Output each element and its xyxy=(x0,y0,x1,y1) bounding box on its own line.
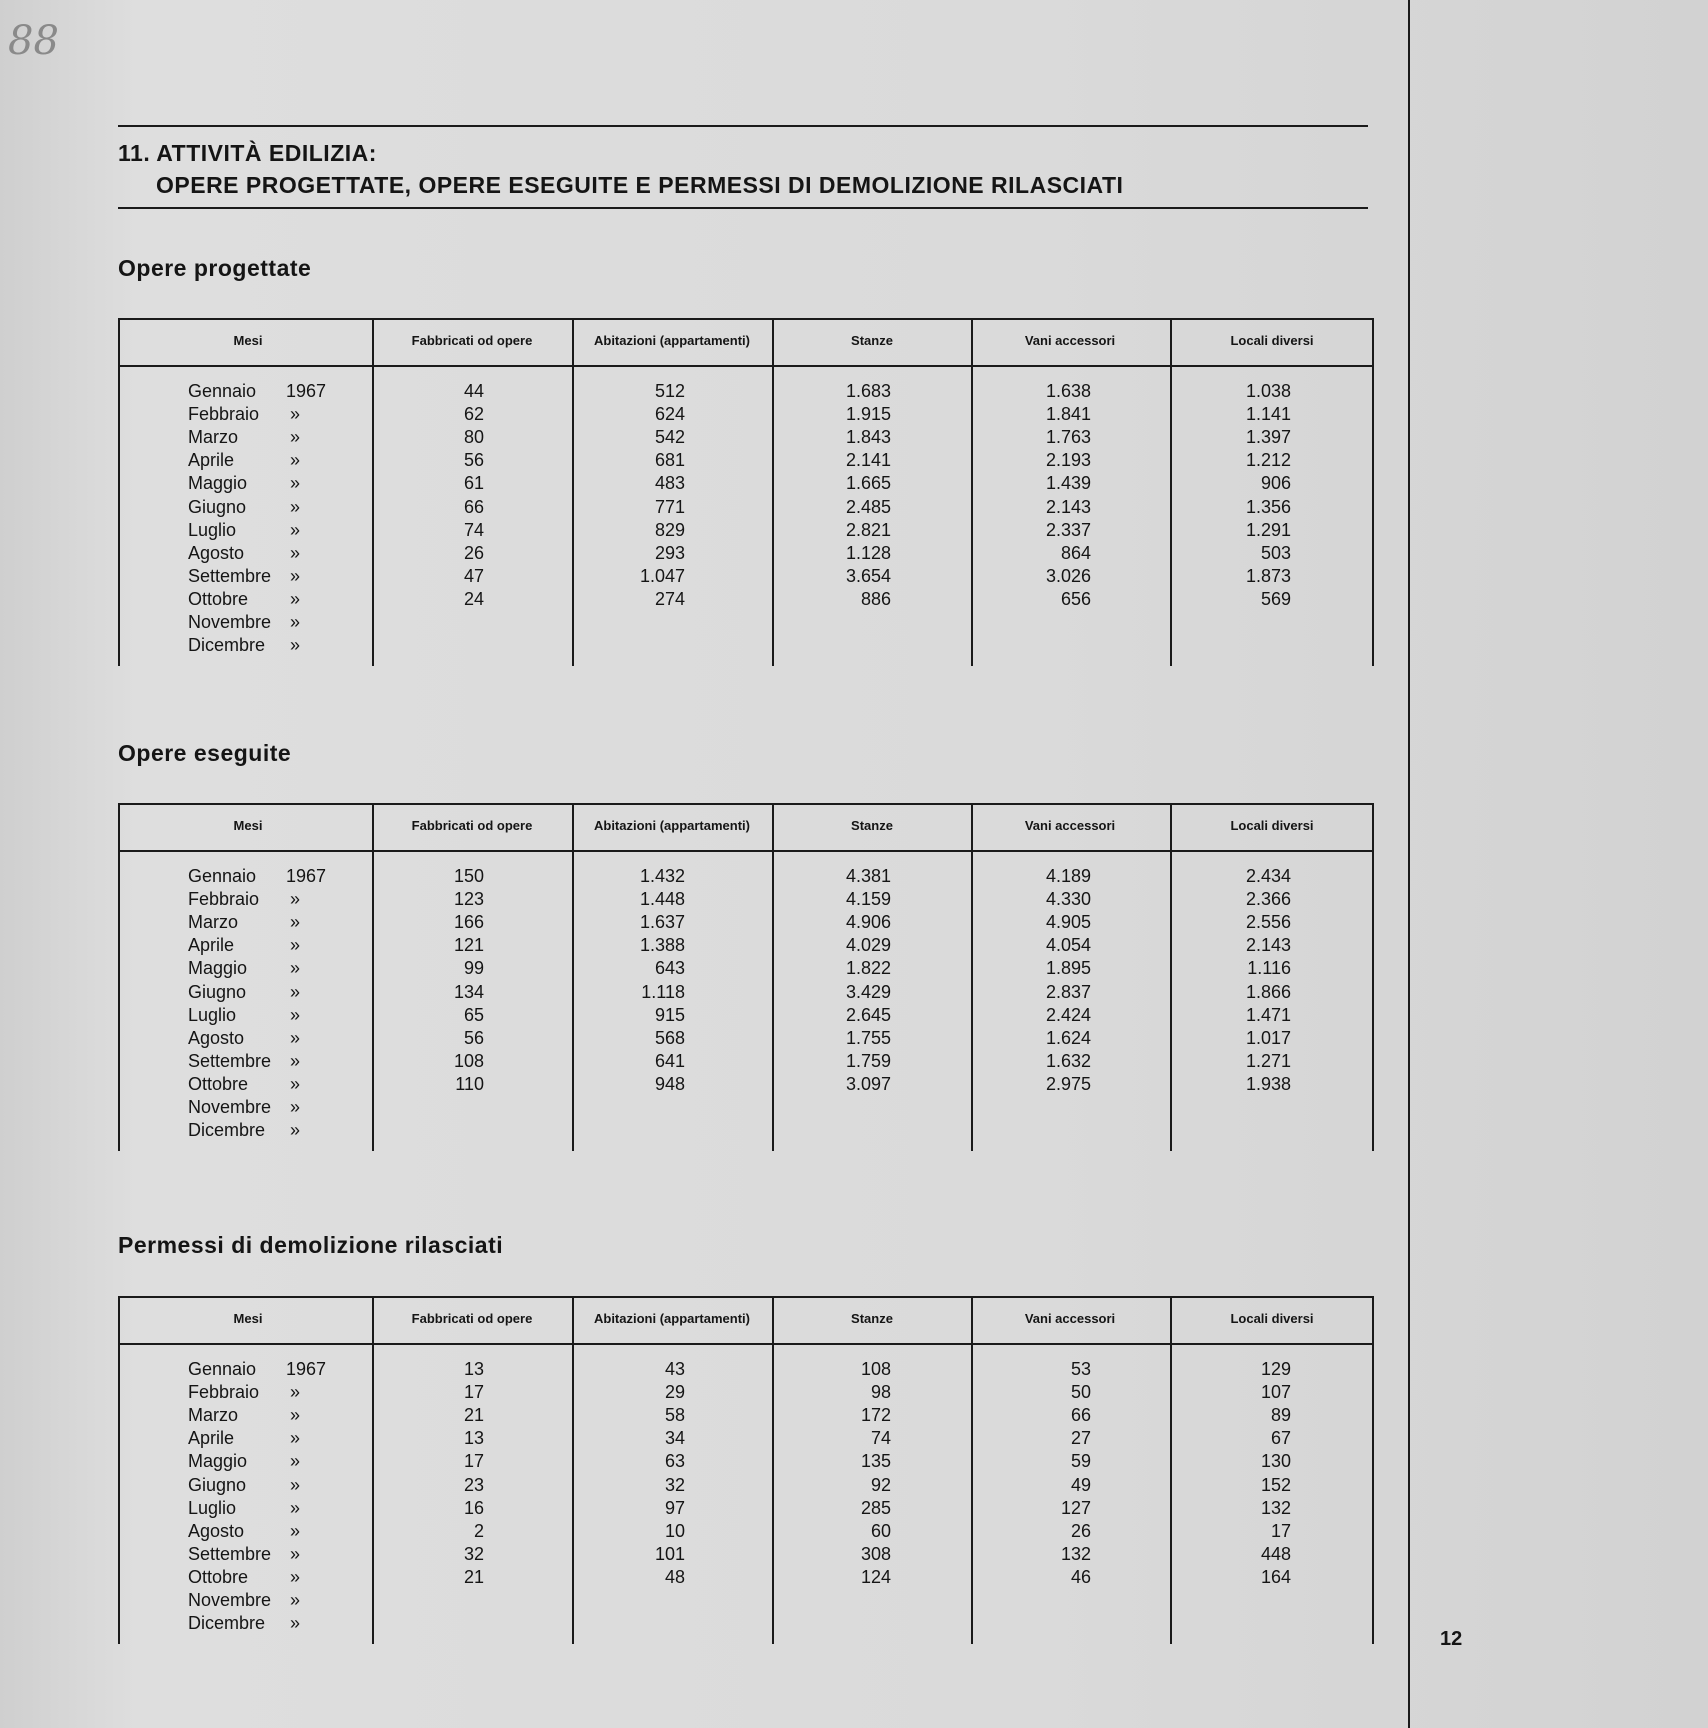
ditto-mark: » xyxy=(290,473,301,494)
column-header: Stanze xyxy=(851,333,893,348)
table-row xyxy=(118,1498,1374,1521)
value-locali-diversi: 1.471 xyxy=(1245,1004,1291,1025)
value-abitazioni: 10 xyxy=(664,1520,685,1541)
value-vani-accessori: 1.895 xyxy=(1045,958,1091,979)
ditto-mark: » xyxy=(290,1097,301,1117)
ditto-mark: » xyxy=(290,1566,301,1587)
value-vani-accessori: 4.054 xyxy=(1045,935,1091,956)
ditto-mark: » xyxy=(290,1428,301,1449)
column-header: Vani accessori xyxy=(1024,818,1116,833)
year-label: 1967 xyxy=(286,1359,327,1379)
value-vani-accessori: 2.143 xyxy=(1045,496,1091,517)
value-vani-accessori: 1.439 xyxy=(1045,473,1091,494)
table-row xyxy=(118,1451,1374,1474)
table-top-rule xyxy=(118,318,1374,320)
value-locali-diversi: 1.141 xyxy=(1245,404,1291,425)
value-abitazioni: 48 xyxy=(664,1566,685,1587)
ditto-mark: » xyxy=(290,1405,301,1426)
value-vani-accessori: 66 xyxy=(1070,1405,1091,1426)
month-label: Gennaio xyxy=(188,866,257,886)
value-vani-accessori: 59 xyxy=(1070,1451,1091,1472)
value-stanze: 108 xyxy=(860,1359,891,1379)
column-header: Fabbricati od opere xyxy=(411,818,533,833)
value-stanze: 886 xyxy=(860,588,891,609)
value-abitazioni: 29 xyxy=(664,1382,685,1403)
value-stanze: 3.654 xyxy=(845,565,891,586)
value-abitazioni: 274 xyxy=(654,588,685,609)
table-row xyxy=(118,912,1374,935)
value-abitazioni: 568 xyxy=(654,1027,685,1048)
table-row xyxy=(118,1613,1374,1636)
value-abitazioni: 771 xyxy=(654,496,685,517)
value-locali-diversi: 1.212 xyxy=(1245,450,1291,471)
title-bottom-rule xyxy=(118,207,1368,209)
ditto-mark: » xyxy=(290,1120,301,1141)
month-label: Luglio xyxy=(188,1004,237,1025)
value-stanze: 2.141 xyxy=(845,450,891,471)
table-row xyxy=(118,1359,1374,1382)
value-abitazioni: 293 xyxy=(654,542,685,563)
section-title-demolizione: Permessi di demolizione rilasciati xyxy=(118,1232,504,1258)
value-locali-diversi: 1.866 xyxy=(1245,981,1291,1002)
value-abitazioni: 915 xyxy=(654,1004,685,1025)
column-header: Locali diversi xyxy=(1230,818,1314,833)
value-stanze: 4.381 xyxy=(845,866,891,886)
column-header: Vani accessori xyxy=(1024,333,1116,348)
value-vani-accessori: 2.424 xyxy=(1045,1004,1091,1025)
ditto-mark: » xyxy=(290,1543,301,1564)
value-fabbricati: 23 xyxy=(463,1474,484,1495)
month-label: Novembre xyxy=(188,1097,272,1117)
value-vani-accessori: 1.763 xyxy=(1045,427,1091,448)
column-header: Vani accessori xyxy=(1024,1311,1116,1326)
ditto-mark: » xyxy=(290,1497,301,1518)
column-header: Mesi xyxy=(233,1311,263,1326)
column-header: Mesi xyxy=(233,333,263,348)
ditto-mark: » xyxy=(290,427,301,448)
table-row xyxy=(118,427,1374,450)
value-locali-diversi: 152 xyxy=(1260,1474,1291,1495)
month-label: Settembre xyxy=(188,1543,272,1564)
month-label: Aprile xyxy=(188,1428,235,1449)
value-locali-diversi: 2.366 xyxy=(1245,889,1291,910)
ditto-mark: » xyxy=(290,1004,301,1025)
section-title-eseguite: Opere eseguite xyxy=(118,740,292,766)
month-label: Ottobre xyxy=(188,588,249,609)
page-number: 12 xyxy=(1440,1628,1463,1650)
value-vani-accessori: 1.624 xyxy=(1045,1027,1091,1048)
ditto-mark: » xyxy=(290,588,301,609)
value-fabbricati: 16 xyxy=(463,1497,484,1518)
value-fabbricati: 66 xyxy=(463,496,484,517)
table-row xyxy=(118,1475,1374,1498)
value-locali-diversi: 1.038 xyxy=(1245,381,1291,401)
table-top-rule xyxy=(118,803,1374,805)
value-vani-accessori: 2.837 xyxy=(1045,981,1091,1002)
table-row xyxy=(118,1544,1374,1567)
column-header: Locali diversi xyxy=(1230,333,1314,348)
value-abitazioni: 63 xyxy=(664,1451,685,1472)
table-row xyxy=(118,612,1374,635)
value-fabbricati: 150 xyxy=(453,866,484,886)
value-fabbricati: 99 xyxy=(463,958,484,979)
value-abitazioni: 1.432 xyxy=(639,866,685,886)
value-fabbricati: 74 xyxy=(463,519,484,540)
value-fabbricati: 24 xyxy=(463,588,484,609)
value-fabbricati: 134 xyxy=(453,981,484,1002)
value-vani-accessori: 1.841 xyxy=(1045,404,1091,425)
value-vani-accessori: 4.330 xyxy=(1045,889,1091,910)
value-fabbricati: 44 xyxy=(463,381,484,401)
ditto-mark: » xyxy=(290,1382,301,1403)
ditto-mark: » xyxy=(290,635,301,656)
value-abitazioni: 1.448 xyxy=(639,889,685,910)
month-label: Febbraio xyxy=(188,889,260,910)
value-locali-diversi: 1.873 xyxy=(1245,565,1291,586)
table-row xyxy=(118,473,1374,496)
value-vani-accessori: 4.189 xyxy=(1045,866,1091,886)
table-row xyxy=(118,1428,1374,1451)
month-label: Maggio xyxy=(188,473,248,494)
value-fabbricati: 121 xyxy=(453,935,484,956)
value-fabbricati: 61 xyxy=(463,473,484,494)
value-stanze: 74 xyxy=(870,1428,891,1449)
month-label: Giugno xyxy=(188,1474,247,1495)
month-label: Settembre xyxy=(188,565,272,586)
value-stanze: 124 xyxy=(860,1566,891,1587)
value-stanze: 1.665 xyxy=(845,473,891,494)
value-locali-diversi: 503 xyxy=(1260,542,1291,563)
table-row xyxy=(118,1120,1374,1143)
value-stanze: 3.429 xyxy=(845,981,891,1002)
value-abitazioni: 101 xyxy=(654,1543,685,1564)
column-header: Mesi xyxy=(233,818,263,833)
ditto-mark: » xyxy=(290,565,301,586)
table-row xyxy=(118,635,1374,658)
value-fabbricati: 2 xyxy=(473,1520,484,1541)
column-header: Fabbricati od opere xyxy=(411,333,533,348)
value-stanze: 3.097 xyxy=(845,1073,891,1094)
table-row xyxy=(118,1051,1374,1074)
title-top-rule xyxy=(118,125,1368,127)
table-row xyxy=(118,889,1374,912)
table-row xyxy=(118,1567,1374,1590)
value-abitazioni: 829 xyxy=(654,519,685,540)
month-label: Dicembre xyxy=(188,1613,266,1634)
value-locali-diversi: 132 xyxy=(1260,1497,1291,1518)
value-fabbricati: 80 xyxy=(463,427,484,448)
value-locali-diversi: 2.556 xyxy=(1245,912,1291,933)
value-locali-diversi: 1.271 xyxy=(1245,1050,1291,1071)
value-stanze: 92 xyxy=(870,1474,891,1495)
month-label: Giugno xyxy=(188,981,247,1002)
value-abitazioni: 681 xyxy=(654,450,685,471)
column-header: Abitazioni (appartamenti) xyxy=(593,333,750,348)
table-row xyxy=(118,1521,1374,1544)
page-title-line1: 11. ATTIVITÀ EDILIZIA: xyxy=(118,140,377,166)
value-fabbricati: 47 xyxy=(463,565,484,586)
month-label: Giugno xyxy=(188,496,247,517)
value-vani-accessori: 53 xyxy=(1070,1359,1091,1379)
column-header: Abitazioni (appartamenti) xyxy=(593,1311,750,1326)
value-fabbricati: 166 xyxy=(453,912,484,933)
ditto-mark: » xyxy=(290,1613,301,1634)
value-fabbricati: 13 xyxy=(463,1359,484,1379)
month-label: Agosto xyxy=(188,542,245,563)
value-abitazioni: 32 xyxy=(664,1474,685,1495)
value-stanze: 1.915 xyxy=(845,404,891,425)
value-fabbricati: 13 xyxy=(463,1428,484,1449)
value-locali-diversi: 129 xyxy=(1260,1359,1291,1379)
month-label: Luglio xyxy=(188,519,237,540)
value-abitazioni: 34 xyxy=(664,1428,685,1449)
value-stanze: 98 xyxy=(870,1382,891,1403)
table-row xyxy=(118,520,1374,543)
value-abitazioni: 1.118 xyxy=(641,981,685,1002)
table-row xyxy=(118,982,1374,1005)
table-row xyxy=(118,1590,1374,1613)
value-vani-accessori: 4.905 xyxy=(1045,912,1091,933)
month-label: Agosto xyxy=(188,1520,245,1541)
value-fabbricati: 108 xyxy=(453,1050,484,1071)
ditto-mark: » xyxy=(290,612,301,632)
value-abitazioni: 1.637 xyxy=(639,912,685,933)
value-abitazioni: 641 xyxy=(654,1050,685,1071)
column-header: Stanze xyxy=(851,1311,893,1326)
table-row xyxy=(118,1097,1374,1120)
value-fabbricati: 26 xyxy=(463,542,484,563)
month-label: Febbraio xyxy=(188,1382,260,1403)
value-stanze: 4.906 xyxy=(845,912,891,933)
value-locali-diversi: 1.291 xyxy=(1245,519,1291,540)
table-row xyxy=(118,1405,1374,1428)
value-locali-diversi: 448 xyxy=(1260,1543,1291,1564)
table-row xyxy=(118,589,1374,612)
table-row xyxy=(118,958,1374,981)
value-vani-accessori: 49 xyxy=(1070,1474,1091,1495)
ditto-mark: » xyxy=(290,404,301,425)
value-stanze: 1.128 xyxy=(845,542,891,563)
value-fabbricati: 56 xyxy=(463,450,484,471)
table-row xyxy=(118,866,1374,889)
ditto-mark: » xyxy=(290,1520,301,1541)
value-fabbricati: 21 xyxy=(463,1405,484,1426)
value-locali-diversi: 164 xyxy=(1260,1566,1291,1587)
value-fabbricati: 17 xyxy=(463,1451,484,1472)
month-label: Gennaio xyxy=(188,1359,257,1379)
month-label: Ottobre xyxy=(188,1566,249,1587)
ditto-mark: » xyxy=(290,1451,301,1472)
column-header: Abitazioni (appartamenti) xyxy=(593,818,750,833)
value-locali-diversi: 906 xyxy=(1260,473,1291,494)
ditto-mark: » xyxy=(290,958,301,979)
value-vani-accessori: 2.975 xyxy=(1045,1073,1091,1094)
ditto-mark: » xyxy=(290,889,301,910)
month-label: Settembre xyxy=(188,1050,272,1071)
table-row xyxy=(118,543,1374,566)
value-stanze: 1.843 xyxy=(845,427,891,448)
value-locali-diversi: 1.356 xyxy=(1245,496,1291,517)
value-abitazioni: 483 xyxy=(654,473,685,494)
value-stanze: 172 xyxy=(860,1405,891,1426)
value-stanze: 1.683 xyxy=(845,381,891,401)
ditto-mark: » xyxy=(290,1027,301,1048)
value-fabbricati: 123 xyxy=(453,889,484,910)
column-header: Stanze xyxy=(851,818,893,833)
month-label: Aprile xyxy=(188,450,235,471)
year-label: 1967 xyxy=(286,866,327,886)
month-label: Dicembre xyxy=(188,1120,266,1141)
ditto-mark: » xyxy=(290,542,301,563)
value-abitazioni: 948 xyxy=(654,1073,685,1094)
value-fabbricati: 110 xyxy=(455,1073,484,1094)
ditto-mark: » xyxy=(290,496,301,517)
value-fabbricati: 56 xyxy=(463,1027,484,1048)
month-label: Agosto xyxy=(188,1027,245,1048)
ditto-mark: » xyxy=(290,1050,301,1071)
value-abitazioni: 624 xyxy=(654,404,685,425)
value-locali-diversi: 130 xyxy=(1260,1451,1291,1472)
month-label: Ottobre xyxy=(188,1073,249,1094)
value-stanze: 2.485 xyxy=(845,496,891,517)
ditto-mark: » xyxy=(290,519,301,540)
value-fabbricati: 65 xyxy=(463,1004,484,1025)
ditto-mark: » xyxy=(290,450,301,471)
value-vani-accessori: 656 xyxy=(1060,588,1091,609)
table-row xyxy=(118,1074,1374,1097)
month-label: Gennaio xyxy=(188,381,257,401)
value-locali-diversi: 569 xyxy=(1260,588,1291,609)
section-title-progettate: Opere progettate xyxy=(118,255,312,281)
month-label: Marzo xyxy=(188,1405,239,1426)
month-label: Dicembre xyxy=(188,635,266,656)
table-row xyxy=(118,1005,1374,1028)
table-row xyxy=(118,450,1374,473)
column-header: Fabbricati od opere xyxy=(411,1311,533,1326)
month-label: Aprile xyxy=(188,935,235,956)
value-abitazioni: 97 xyxy=(664,1497,685,1518)
handwritten-page-number: 88 xyxy=(8,18,59,64)
value-abitazioni: 643 xyxy=(654,958,685,979)
value-fabbricati: 62 xyxy=(463,404,484,425)
month-label: Maggio xyxy=(188,958,248,979)
month-label: Novembre xyxy=(188,612,272,632)
month-label: Maggio xyxy=(188,1451,248,1472)
year-label: 1967 xyxy=(286,381,327,401)
value-locali-diversi: 1.116 xyxy=(1247,958,1291,979)
ditto-mark: » xyxy=(290,1073,301,1094)
table-row xyxy=(118,935,1374,958)
value-stanze: 1.822 xyxy=(845,958,891,979)
value-fabbricati: 32 xyxy=(463,1543,484,1564)
value-vani-accessori: 50 xyxy=(1070,1382,1091,1403)
month-label: Marzo xyxy=(188,427,239,448)
value-locali-diversi: 17 xyxy=(1270,1520,1291,1541)
value-abitazioni: 58 xyxy=(664,1405,685,1426)
page-title-line2: OPERE PROGETTATE, OPERE ESEGUITE E PERMESSI DI DEMOLIZIONE RILASCIATI xyxy=(156,172,1124,198)
value-abitazioni: 1.047 xyxy=(639,565,685,586)
header-bottom-rule xyxy=(118,365,1374,367)
table-row xyxy=(118,404,1374,427)
month-label: Marzo xyxy=(188,912,239,933)
value-vani-accessori: 46 xyxy=(1070,1566,1091,1587)
value-vani-accessori: 1.632 xyxy=(1045,1050,1091,1071)
table-top-rule xyxy=(118,1296,1374,1298)
value-stanze: 4.029 xyxy=(845,935,891,956)
table-row xyxy=(118,1382,1374,1405)
value-abitazioni: 1.388 xyxy=(639,935,685,956)
value-vani-accessori: 127 xyxy=(1060,1497,1091,1518)
value-vani-accessori: 27 xyxy=(1070,1428,1091,1449)
ditto-mark: » xyxy=(290,981,301,1002)
ditto-mark: » xyxy=(290,1590,301,1610)
ditto-mark: » xyxy=(290,1474,301,1495)
value-stanze: 135 xyxy=(860,1451,891,1472)
value-locali-diversi: 67 xyxy=(1270,1428,1291,1449)
value-stanze: 60 xyxy=(870,1520,891,1541)
value-stanze: 2.645 xyxy=(845,1004,891,1025)
table-row xyxy=(118,566,1374,589)
value-locali-diversi: 2.434 xyxy=(1245,866,1291,886)
value-stanze: 4.159 xyxy=(845,889,891,910)
header-bottom-rule xyxy=(118,1343,1374,1345)
value-vani-accessori: 3.026 xyxy=(1045,565,1091,586)
header-bottom-rule xyxy=(118,850,1374,852)
value-vani-accessori: 26 xyxy=(1070,1520,1091,1541)
month-label: Luglio xyxy=(188,1497,237,1518)
value-locali-diversi: 1.017 xyxy=(1245,1027,1291,1048)
value-vani-accessori: 2.337 xyxy=(1045,519,1091,540)
value-locali-diversi: 2.143 xyxy=(1245,935,1291,956)
month-label: Novembre xyxy=(188,1590,272,1610)
table-row xyxy=(118,497,1374,520)
value-stanze: 1.759 xyxy=(845,1050,891,1071)
value-locali-diversi: 89 xyxy=(1270,1405,1291,1426)
value-vani-accessori: 864 xyxy=(1060,542,1091,563)
value-locali-diversi: 107 xyxy=(1260,1382,1291,1403)
value-vani-accessori: 132 xyxy=(1060,1543,1091,1564)
binding-edge-line xyxy=(1408,0,1410,1728)
value-abitazioni: 512 xyxy=(654,381,685,401)
value-abitazioni: 43 xyxy=(664,1359,685,1379)
value-locali-diversi: 1.938 xyxy=(1245,1073,1291,1094)
table-row xyxy=(118,381,1374,404)
value-stanze: 285 xyxy=(860,1497,891,1518)
month-label: Febbraio xyxy=(188,404,260,425)
value-vani-accessori: 1.638 xyxy=(1045,381,1091,401)
value-fabbricati: 17 xyxy=(463,1382,484,1403)
value-vani-accessori: 2.193 xyxy=(1045,450,1091,471)
value-stanze: 308 xyxy=(860,1543,891,1564)
ditto-mark: » xyxy=(290,935,301,956)
value-stanze: 2.821 xyxy=(845,519,891,540)
table-row xyxy=(118,1028,1374,1051)
value-fabbricati: 21 xyxy=(463,1566,484,1587)
value-stanze: 1.755 xyxy=(845,1027,891,1048)
value-abitazioni: 542 xyxy=(654,427,685,448)
column-header: Locali diversi xyxy=(1230,1311,1314,1326)
ditto-mark: » xyxy=(290,912,301,933)
value-locali-diversi: 1.397 xyxy=(1245,427,1291,448)
